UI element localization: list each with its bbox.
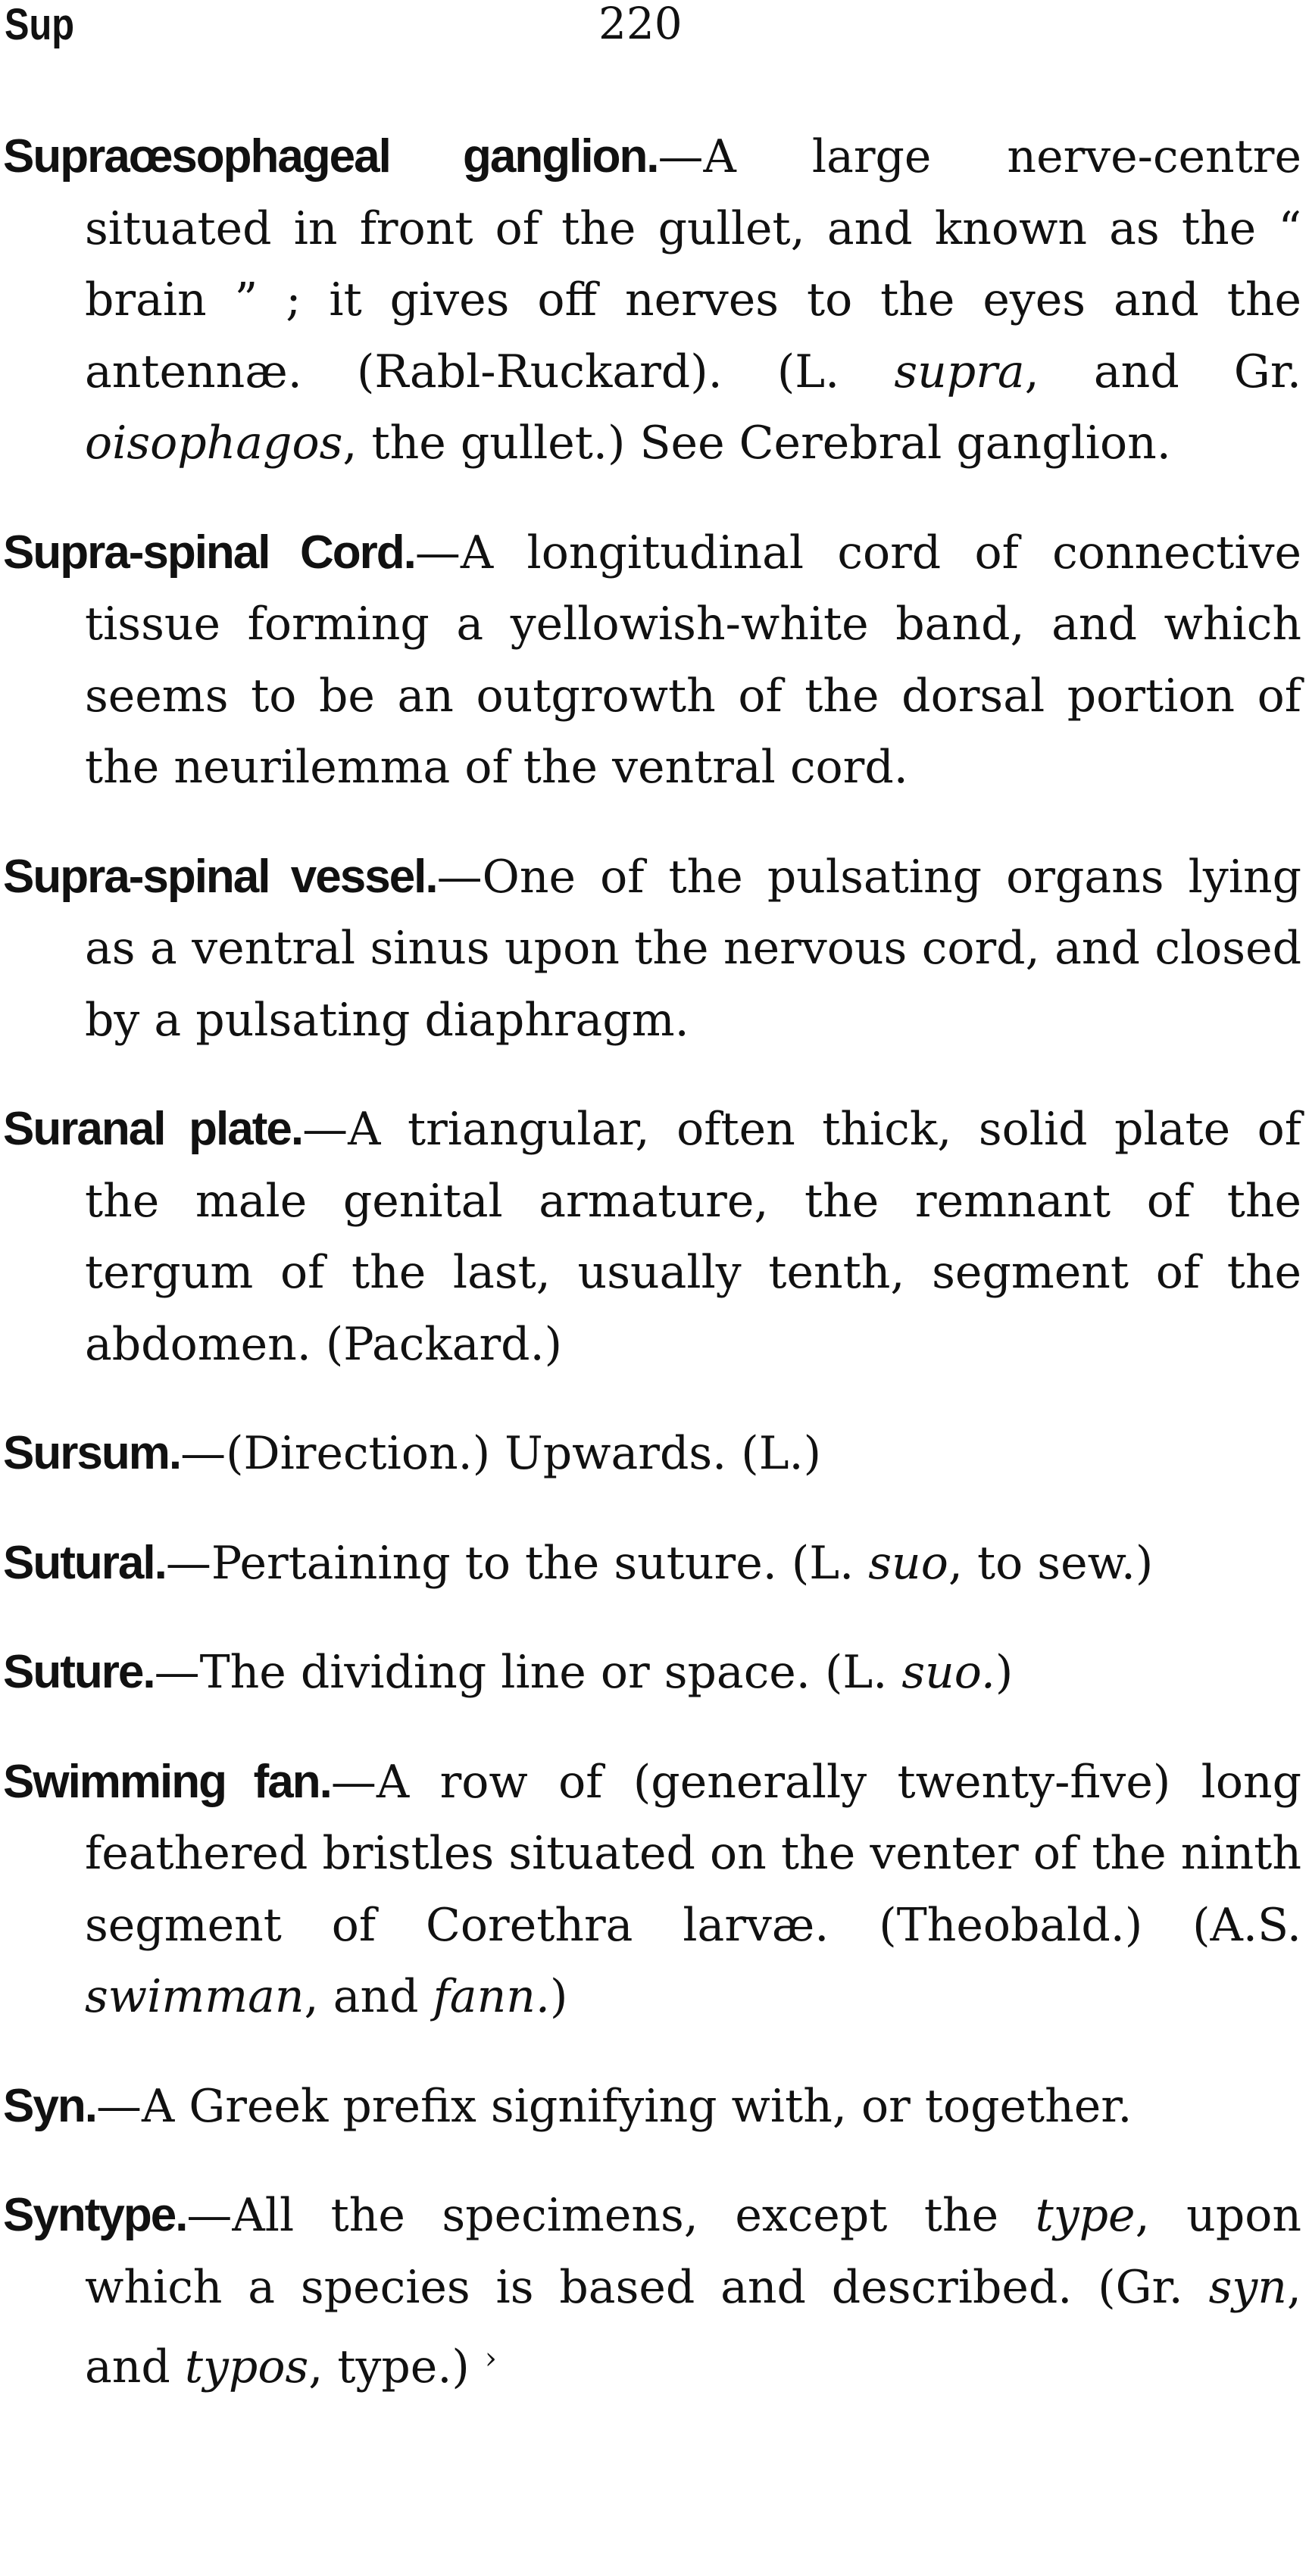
definition-text: —A triangular, often thick, solid plate of the male genital armature, the remnant of the tergum of the last, usually tenth, segment of the abdomen. (Packard.) <box>85 1103 1301 1371</box>
definition-text: , and Gr. <box>1024 345 1301 398</box>
definition-text: —A Greek prefix signifying with, or together. <box>95 2079 1132 2133</box>
headword: Syntype. <box>3 2189 187 2241</box>
definition-text: —One of the pulsating organs lying as a ventral sinus upon the nervous cord, and closed by a pulsating diaphragm. <box>85 850 1301 1047</box>
headword: Suture. <box>3 1646 155 1698</box>
definition-text: —Pertaining to the suture. (L. <box>165 1536 869 1590</box>
headword: Swimming fan. <box>3 1755 331 1808</box>
page-number: 220 <box>598 0 683 49</box>
headword: Syn. <box>3 2079 96 2132</box>
latin-term: suo. <box>901 1646 995 1699</box>
definition-text: , to sew.) <box>948 1536 1154 1590</box>
definition-text: —A row of (generally twenty-five) long feathered bristles situated on the venter of the ninth segment of Corethra larvæ. (Theobald.) (A.S. <box>85 1755 1302 1952</box>
greek-term: syn <box>1208 2260 1287 2314</box>
definition-text: , type.) <box>308 2340 470 2393</box>
entry-supra-spinal-vessel <box>0 841 1301 1057</box>
entry-list <box>0 121 1301 2403</box>
entry-suranal-plate <box>0 1094 1301 1380</box>
headword: Sursum. <box>3 1427 181 1479</box>
headword: Suranal plate. <box>3 1103 303 1155</box>
definition-text: , upon which a species is based and described. (Gr. <box>85 2189 1301 2314</box>
entry-syntype <box>0 2180 1301 2403</box>
entry-sursum <box>0 1418 1301 1490</box>
definition-text: —(Direction.) Upwards. (L.) <box>180 1427 822 1480</box>
stray-print-mark: › <box>484 2341 497 2376</box>
page-header <box>0 0 1309 61</box>
definition-text: —A longitudinal cord of connective tissue forming a yellowish-white band, and which seems to be an outgrowth of the dorsal portion of the neurilemma of the ventral cord. <box>85 526 1302 794</box>
definition-text: , the gullet.) See Cerebral ganglion. <box>342 417 1171 470</box>
entry-swimming-fan <box>0 1747 1301 2033</box>
definition-text: ) <box>549 1970 568 2023</box>
headword: Sutural. <box>3 1536 166 1589</box>
headword: Supra-spinal Cord. <box>3 526 415 579</box>
definition-text: —All the specimens, except the <box>186 2189 1036 2242</box>
entry-sutural <box>0 1528 1301 1600</box>
definition-text: , and <box>304 1970 433 2023</box>
definition-text: ) <box>995 1646 1014 1699</box>
latin-term: supra <box>894 345 1025 398</box>
definition-text: , and <box>85 2260 1301 2393</box>
entry-supraoesophageal-ganglion <box>0 121 1301 479</box>
definition-text: —A large nerve-centre situated in front of the gullet, and known as the “ brain ” ; it gives off nerves to the eyes and the antennæ. (Rabl-Ruckard). (L. <box>85 130 1301 398</box>
definition-text: —The dividing line or space. (L. <box>154 1646 902 1699</box>
entry-suture <box>0 1637 1301 1709</box>
old-english-term: fann. <box>433 1970 550 2023</box>
headword: Supraœsophageal ganglion. <box>3 130 658 183</box>
entry-supra-spinal-cord <box>0 517 1301 804</box>
greek-term: oisophagos <box>85 417 343 470</box>
old-english-term: swimman <box>85 1970 305 2023</box>
italic-term: type <box>1035 2189 1136 2242</box>
entry-syn <box>0 2071 1301 2143</box>
latin-term: suo <box>868 1536 948 1590</box>
headword: Supra-spinal vessel. <box>3 850 437 903</box>
running-head: Sup <box>5 0 75 49</box>
greek-term: typos <box>184 2340 309 2393</box>
